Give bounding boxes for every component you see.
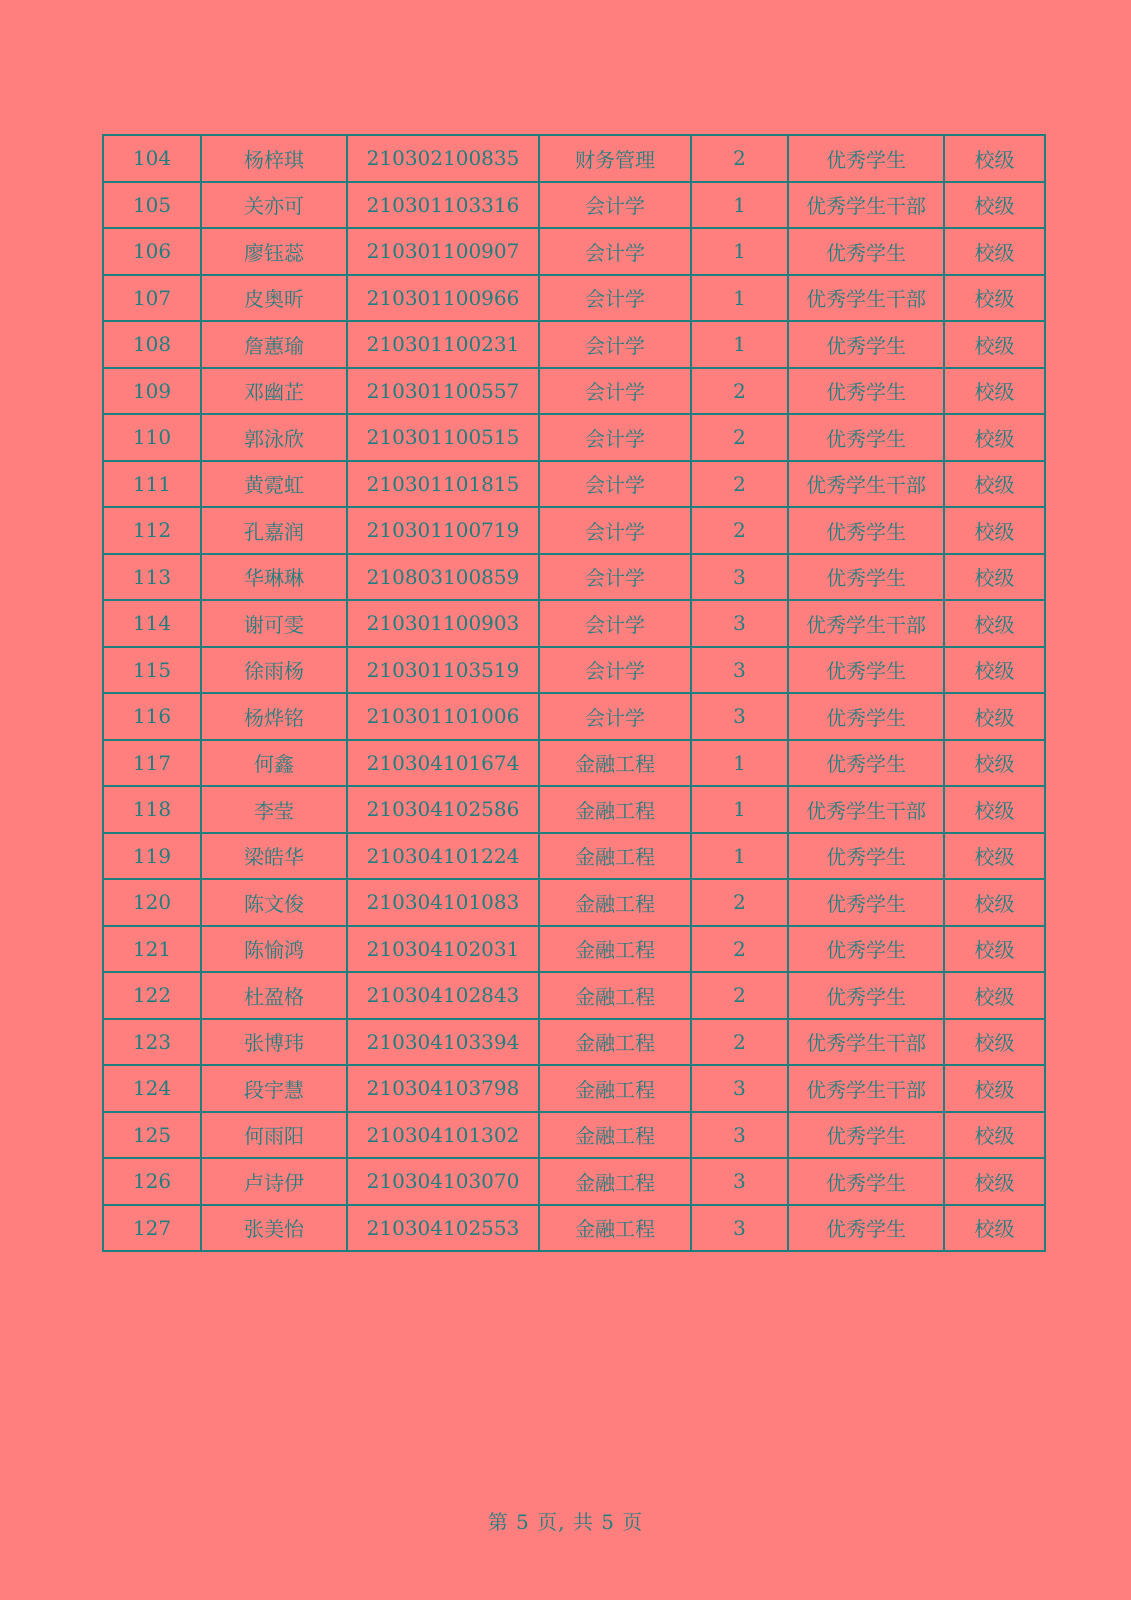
row-number-cell: 109 xyxy=(103,368,201,415)
major-cell: 会计学 xyxy=(539,693,691,740)
student-id-cell: 210304101302 xyxy=(347,1112,539,1159)
award-level-cell: 校级 xyxy=(944,507,1045,554)
table-row xyxy=(103,740,1045,787)
student-name-cell: 段宇慧 xyxy=(201,1065,347,1112)
award-type-cell: 优秀学生 xyxy=(788,554,944,601)
table-row xyxy=(103,182,1045,229)
table-row xyxy=(103,786,1045,833)
student-name-cell: 杨梓琪 xyxy=(201,135,347,182)
award-type-cell: 优秀学生 xyxy=(788,414,944,461)
student-name-cell: 张美怡 xyxy=(201,1205,347,1252)
student-name-cell: 李莹 xyxy=(201,786,347,833)
row-number-cell: 120 xyxy=(103,879,201,926)
student-name-cell: 卢诗伊 xyxy=(201,1158,347,1205)
grade-cell: 1 xyxy=(691,275,788,322)
major-cell: 会计学 xyxy=(539,600,691,647)
student-id-cell: 210301101815 xyxy=(347,461,539,508)
grade-cell: 2 xyxy=(691,972,788,1019)
row-number-cell: 105 xyxy=(103,182,201,229)
row-number-cell: 119 xyxy=(103,833,201,880)
major-cell: 会计学 xyxy=(539,182,691,229)
row-number-cell: 127 xyxy=(103,1205,201,1252)
student-id-cell: 210304102586 xyxy=(347,786,539,833)
award-type-cell: 优秀学生 xyxy=(788,1112,944,1159)
award-type-cell: 优秀学生干部 xyxy=(788,1019,944,1066)
award-level-cell: 校级 xyxy=(944,833,1045,880)
table-row xyxy=(103,228,1045,275)
award-level-cell: 校级 xyxy=(944,693,1045,740)
grade-cell: 2 xyxy=(691,414,788,461)
major-cell: 金融工程 xyxy=(539,1205,691,1252)
table-row xyxy=(103,647,1045,694)
award-level-cell: 校级 xyxy=(944,228,1045,275)
row-number-cell: 106 xyxy=(103,228,201,275)
student-id-cell: 210301100966 xyxy=(347,275,539,322)
award-level-cell: 校级 xyxy=(944,972,1045,1019)
page-number-footer: 第 5 页, 共 5 页 xyxy=(487,1510,644,1534)
major-cell: 会计学 xyxy=(539,368,691,415)
award-level-cell: 校级 xyxy=(944,1205,1045,1252)
grade-cell: 3 xyxy=(691,693,788,740)
student-name-cell: 华琳琳 xyxy=(201,554,347,601)
table-row xyxy=(103,600,1045,647)
major-cell: 金融工程 xyxy=(539,786,691,833)
student-id-cell: 210301100231 xyxy=(347,321,539,368)
student-name-cell: 陈愉鸿 xyxy=(201,926,347,973)
grade-cell: 3 xyxy=(691,1158,788,1205)
student-id-cell: 210302100835 xyxy=(347,135,539,182)
row-number-cell: 110 xyxy=(103,414,201,461)
award-type-cell: 优秀学生 xyxy=(788,926,944,973)
student-name-cell: 徐雨杨 xyxy=(201,647,347,694)
award-level-cell: 校级 xyxy=(944,1019,1045,1066)
student-id-cell: 210301100719 xyxy=(347,507,539,554)
student-name-cell: 杜盈格 xyxy=(201,972,347,1019)
row-number-cell: 123 xyxy=(103,1019,201,1066)
table-row xyxy=(103,321,1045,368)
grade-cell: 3 xyxy=(691,1205,788,1252)
major-cell: 金融工程 xyxy=(539,833,691,880)
row-number-cell: 113 xyxy=(103,554,201,601)
award-type-cell: 优秀学生 xyxy=(788,1205,944,1252)
grade-cell: 3 xyxy=(691,1065,788,1112)
award-table-container xyxy=(102,134,1046,1252)
table-body xyxy=(103,135,1045,1251)
grade-cell: 2 xyxy=(691,1019,788,1066)
row-number-cell: 118 xyxy=(103,786,201,833)
student-name-cell: 杨烨铭 xyxy=(201,693,347,740)
major-cell: 会计学 xyxy=(539,275,691,322)
award-type-cell: 优秀学生干部 xyxy=(788,461,944,508)
table-row xyxy=(103,1065,1045,1112)
table-row xyxy=(103,135,1045,182)
row-number-cell: 108 xyxy=(103,321,201,368)
row-number-cell: 111 xyxy=(103,461,201,508)
award-level-cell: 校级 xyxy=(944,182,1045,229)
student-id-cell: 210304103798 xyxy=(347,1065,539,1112)
award-type-cell: 优秀学生 xyxy=(788,135,944,182)
award-level-cell: 校级 xyxy=(944,1158,1045,1205)
award-type-cell: 优秀学生 xyxy=(788,228,944,275)
table-row xyxy=(103,693,1045,740)
award-level-cell: 校级 xyxy=(944,275,1045,322)
grade-cell: 1 xyxy=(691,786,788,833)
major-cell: 会计学 xyxy=(539,554,691,601)
student-name-cell: 何鑫 xyxy=(201,740,347,787)
grade-cell: 1 xyxy=(691,228,788,275)
award-type-cell: 优秀学生 xyxy=(788,647,944,694)
row-number-cell: 116 xyxy=(103,693,201,740)
grade-cell: 2 xyxy=(691,461,788,508)
award-type-cell: 优秀学生干部 xyxy=(788,600,944,647)
award-type-cell: 优秀学生 xyxy=(788,879,944,926)
student-id-cell: 210301101006 xyxy=(347,693,539,740)
table-row xyxy=(103,879,1045,926)
student-name-cell: 谢可雯 xyxy=(201,600,347,647)
student-id-cell: 210301103519 xyxy=(347,647,539,694)
major-cell: 会计学 xyxy=(539,647,691,694)
student-id-cell: 210304101674 xyxy=(347,740,539,787)
award-level-cell: 校级 xyxy=(944,740,1045,787)
student-name-cell: 何雨阳 xyxy=(201,1112,347,1159)
award-type-cell: 优秀学生 xyxy=(788,321,944,368)
student-id-cell: 210301100557 xyxy=(347,368,539,415)
row-number-cell: 126 xyxy=(103,1158,201,1205)
award-table xyxy=(102,134,1046,1252)
table-row xyxy=(103,926,1045,973)
grade-cell: 1 xyxy=(691,182,788,229)
major-cell: 会计学 xyxy=(539,414,691,461)
award-level-cell: 校级 xyxy=(944,461,1045,508)
row-number-cell: 115 xyxy=(103,647,201,694)
student-name-cell: 梁皓华 xyxy=(201,833,347,880)
award-level-cell: 校级 xyxy=(944,647,1045,694)
student-id-cell: 210301100903 xyxy=(347,600,539,647)
major-cell: 会计学 xyxy=(539,461,691,508)
student-name-cell: 陈文俊 xyxy=(201,879,347,926)
student-id-cell: 210304102843 xyxy=(347,972,539,1019)
award-level-cell: 校级 xyxy=(944,368,1045,415)
student-id-cell: 210304101083 xyxy=(347,879,539,926)
row-number-cell: 125 xyxy=(103,1112,201,1159)
major-cell: 金融工程 xyxy=(539,879,691,926)
major-cell: 金融工程 xyxy=(539,1158,691,1205)
row-number-cell: 112 xyxy=(103,507,201,554)
award-level-cell: 校级 xyxy=(944,414,1045,461)
student-name-cell: 詹蕙瑜 xyxy=(201,321,347,368)
row-number-cell: 121 xyxy=(103,926,201,973)
row-number-cell: 104 xyxy=(103,135,201,182)
student-id-cell: 210304102031 xyxy=(347,926,539,973)
student-name-cell: 黄霓虹 xyxy=(201,461,347,508)
major-cell: 会计学 xyxy=(539,507,691,554)
table-row xyxy=(103,275,1045,322)
major-cell: 金融工程 xyxy=(539,926,691,973)
grade-cell: 3 xyxy=(691,554,788,601)
table-row xyxy=(103,1019,1045,1066)
table-row xyxy=(103,461,1045,508)
student-id-cell: 210304103070 xyxy=(347,1158,539,1205)
table-row xyxy=(103,1112,1045,1159)
table-row xyxy=(103,833,1045,880)
award-type-cell: 优秀学生 xyxy=(788,972,944,1019)
award-level-cell: 校级 xyxy=(944,554,1045,601)
grade-cell: 2 xyxy=(691,507,788,554)
award-type-cell: 优秀学生 xyxy=(788,833,944,880)
student-id-cell: 210301103316 xyxy=(347,182,539,229)
major-cell: 金融工程 xyxy=(539,1112,691,1159)
student-id-cell: 210304101224 xyxy=(347,833,539,880)
grade-cell: 1 xyxy=(691,740,788,787)
grade-cell: 2 xyxy=(691,926,788,973)
row-number-cell: 107 xyxy=(103,275,201,322)
grade-cell: 3 xyxy=(691,647,788,694)
table-row xyxy=(103,554,1045,601)
student-name-cell: 张博玮 xyxy=(201,1019,347,1066)
row-number-cell: 114 xyxy=(103,600,201,647)
award-level-cell: 校级 xyxy=(944,926,1045,973)
award-level-cell: 校级 xyxy=(944,1112,1045,1159)
student-name-cell: 邓幽芷 xyxy=(201,368,347,415)
award-type-cell: 优秀学生干部 xyxy=(788,786,944,833)
student-id-cell: 210304103394 xyxy=(347,1019,539,1066)
grade-cell: 3 xyxy=(691,1112,788,1159)
row-number-cell: 122 xyxy=(103,972,201,1019)
award-type-cell: 优秀学生 xyxy=(788,740,944,787)
student-id-cell: 210301100515 xyxy=(347,414,539,461)
student-id-cell: 210304102553 xyxy=(347,1205,539,1252)
major-cell: 财务管理 xyxy=(539,135,691,182)
major-cell: 会计学 xyxy=(539,321,691,368)
award-type-cell: 优秀学生 xyxy=(788,507,944,554)
row-number-cell: 124 xyxy=(103,1065,201,1112)
student-id-cell: 210301100907 xyxy=(347,228,539,275)
table-row xyxy=(103,1158,1045,1205)
award-level-cell: 校级 xyxy=(944,321,1045,368)
student-name-cell: 郭泳欣 xyxy=(201,414,347,461)
student-name-cell: 皮奥昕 xyxy=(201,275,347,322)
student-name-cell: 关亦可 xyxy=(201,182,347,229)
award-type-cell: 优秀学生干部 xyxy=(788,1065,944,1112)
student-name-cell: 廖钰蕊 xyxy=(201,228,347,275)
grade-cell: 2 xyxy=(691,879,788,926)
award-level-cell: 校级 xyxy=(944,786,1045,833)
award-level-cell: 校级 xyxy=(944,600,1045,647)
award-level-cell: 校级 xyxy=(944,1065,1045,1112)
grade-cell: 2 xyxy=(691,368,788,415)
major-cell: 金融工程 xyxy=(539,1019,691,1066)
table-row xyxy=(103,368,1045,415)
major-cell: 金融工程 xyxy=(539,740,691,787)
student-name-cell: 孔嘉润 xyxy=(201,507,347,554)
major-cell: 会计学 xyxy=(539,228,691,275)
table-row xyxy=(103,414,1045,461)
award-type-cell: 优秀学生 xyxy=(788,1158,944,1205)
table-row xyxy=(103,972,1045,1019)
grade-cell: 3 xyxy=(691,600,788,647)
table-row xyxy=(103,507,1045,554)
grade-cell: 2 xyxy=(691,135,788,182)
grade-cell: 1 xyxy=(691,321,788,368)
major-cell: 金融工程 xyxy=(539,972,691,1019)
award-level-cell: 校级 xyxy=(944,135,1045,182)
award-level-cell: 校级 xyxy=(944,879,1045,926)
major-cell: 金融工程 xyxy=(539,1065,691,1112)
grade-cell: 1 xyxy=(691,833,788,880)
award-type-cell: 优秀学生干部 xyxy=(788,275,944,322)
award-type-cell: 优秀学生干部 xyxy=(788,182,944,229)
award-type-cell: 优秀学生 xyxy=(788,693,944,740)
table-row xyxy=(103,1205,1045,1252)
award-type-cell: 优秀学生 xyxy=(788,368,944,415)
row-number-cell: 117 xyxy=(103,740,201,787)
student-id-cell: 210803100859 xyxy=(347,554,539,601)
